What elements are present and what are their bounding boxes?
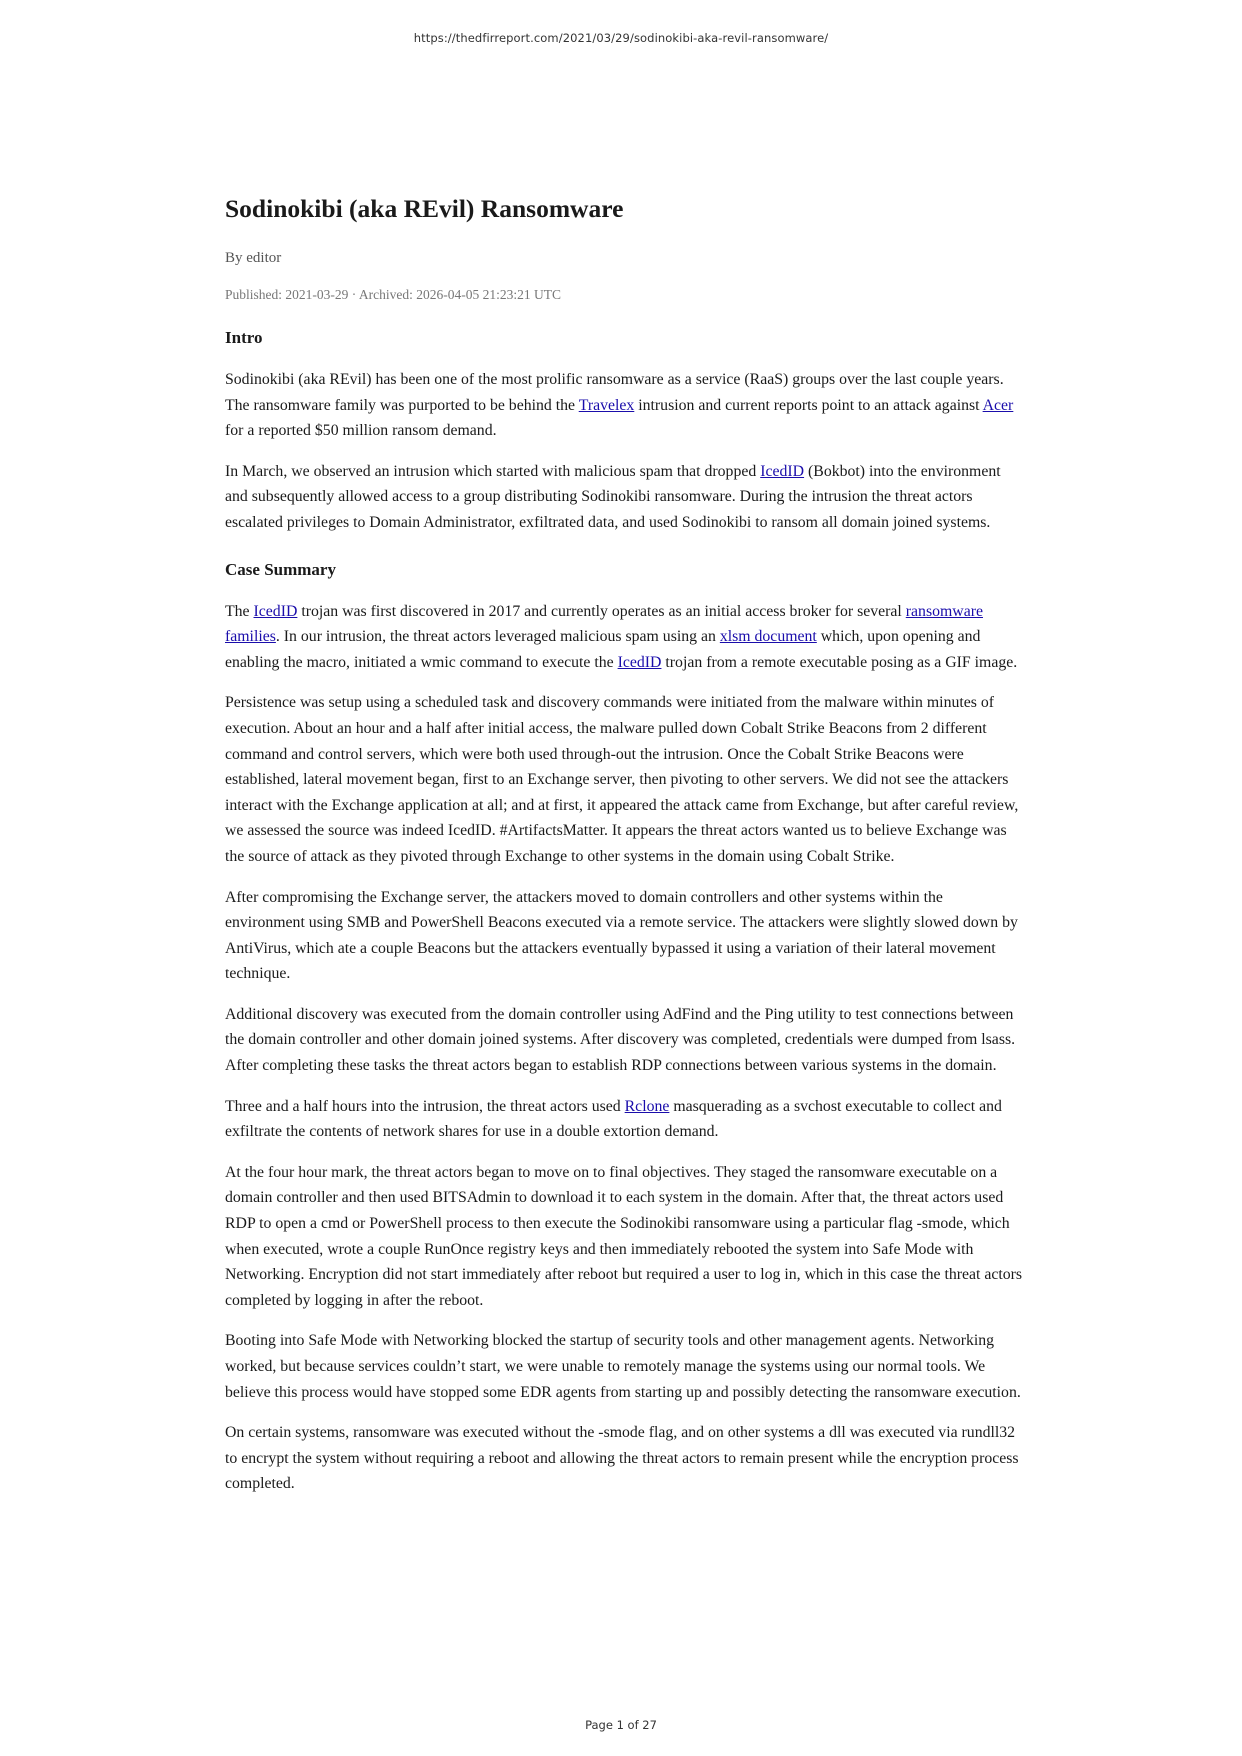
icedid-link[interactable]: IcedID [253, 602, 298, 620]
intro-paragraph-2 [225, 459, 1025, 536]
summary-paragraph-4: Additional discovery was executed from the domain controller using AdFind and the Ping utility to test connections between the domain controller and other domain joined systems. After discovery was completed, credentials were dumped from lsass. After completing these tasks the threat actors began to establish RDP connections between various systems in the domain. [225, 1005, 1016, 1075]
summary-paragraph-1 [225, 599, 1025, 676]
travelex-link[interactable]: Travelex [578, 396, 635, 414]
article-byline: By editor [225, 250, 282, 266]
text-run: The [225, 602, 254, 620]
text-run: intrusion and current reports point to an attack against [634, 396, 983, 414]
case-summary-heading: Case Summary [225, 559, 336, 579]
text-run: Sodinokibi (aka REvil) has been one of the most prolific ransomware as a service (RaaS) groups over the last couple years. The ransomware family was purported to be behind the [225, 371, 1004, 414]
text-run: . In our intrusion, the threat actors leveraged malicious spam using an [275, 628, 720, 646]
intro-heading: Intro [225, 328, 263, 347]
ransomware-families-link[interactable]: ransomware families [225, 602, 983, 646]
acer-link[interactable]: Acer [982, 396, 1014, 414]
page-number: Page 1 of 27 [585, 1718, 657, 1732]
text-run: for a reported $50 million ransom demand. [225, 422, 497, 440]
icedid-link[interactable]: IcedID [760, 462, 805, 480]
text-run: which, upon opening and enabling the macro, initiated a wmic command to execute the [225, 628, 981, 671]
text-run: In March, we observed an intrusion which started with malicious spam that dropped [225, 462, 761, 480]
intro-paragraph-1 [225, 367, 1025, 444]
xlsm-document-link[interactable]: xlsm document [719, 628, 817, 646]
icedid-link[interactable]: IcedID [617, 653, 662, 671]
article-title: Sodinokibi (aka REvil) Ransomware [225, 194, 624, 223]
text-run: Three and a half hours into the intrusion, the threat actors used [225, 1097, 625, 1115]
summary-paragraph-8: On certain systems, ransomware was executed without the -smode flag, and on other systems a dll was executed via rundll32 to encrypt the system without requiring a reboot and allowing the threat actors to remain present while the encryption process completed. [225, 1424, 1019, 1493]
article-meta: Published: 2021-03-29 · Archived: 2026-04-05 21:23:21 UTC [225, 287, 561, 302]
article-body [225, 326, 1025, 1512]
rclone-link[interactable]: Rclone [624, 1097, 670, 1115]
summary-paragraph-2: Persistence was setup using a scheduled task and discovery commands were initiated from the malware within minutes of execution. About an hour and a half after initial access, the malware pulled down Cobalt Strike Beacons from 2 different command and control servers, which were both used through-out the intrusion. Once the Cobalt Strike Beacons were established, lateral movement began, first to an Exchange server, then pivoting to other servers. We did not see the attackers interact with the Exchange application at all; and at first, it appeared the attack came from Exchange, but after careful review, we assessed the source was indeed IcedID. #ArtifactsMatter. It appears the threat actors wanted us to believe Exchange was the source of attack as they pivoted through Exchange to other systems in the domain using Cobalt Strike. [225, 694, 1019, 865]
text-run: (Bokbot) into the environment and subsequently allowed access to a group distributing Sodinokibi ransomware. During the intrusion the threat actors escalated privileges to Domain Administrator, exfiltrated data, and used Sodinokibi to ransom all domain joined systems. [225, 462, 1001, 531]
page-url: https://thedfirreport.com/2021/03/29/sodinokibi-aka-revil-ransomware/ [413, 31, 829, 45]
text-run: trojan from a remote executable posing as a GIF image. [661, 653, 1018, 671]
summary-paragraph-6: At the four hour mark, the threat actors began to move on to final objectives. They staged the ransomware executable on a domain controller and then used BITSAdmin to download it to each system in the domain. After that, the threat actors used RDP to open a cmd or PowerShell process to then execute the Sodinokibi ransomware using a particular flag -smode, which when executed, wrote a couple RunOnce registry keys and then immediately rebooted the system into Safe Mode with Networking. Encryption did not start immediately after reboot but required a user to log in, which in this case the threat actors completed by logging in after the reboot. [225, 1163, 1023, 1309]
text-run: trojan was first discovered in 2017 and currently operates as an initial access broker for several [297, 602, 906, 620]
summary-paragraph-5 [225, 1094, 1025, 1145]
summary-paragraph-3: After compromising the Exchange server, the attackers moved to domain controllers and other systems within the environment using SMB and PowerShell Beacons executed via a remote service. The attackers were slightly slowed down by AntiVirus, which ate a couple Beacons but the attackers eventually bypassed it using a variation of their lateral movement technique. [225, 888, 1018, 983]
text-run: masquerading as a svchost executable to collect and exfiltrate the contents of network shares for use in a double extortion demand. [225, 1097, 1002, 1141]
summary-paragraph-7: Booting into Safe Mode with Networking blocked the startup of security tools and other management agents. Networking worked, but because services couldn’t start, we were unable to remotely manage the systems using our normal tools. We believe this process would have stopped some EDR agents from starting up and possibly detecting the ransomware execution. [225, 1332, 1021, 1401]
